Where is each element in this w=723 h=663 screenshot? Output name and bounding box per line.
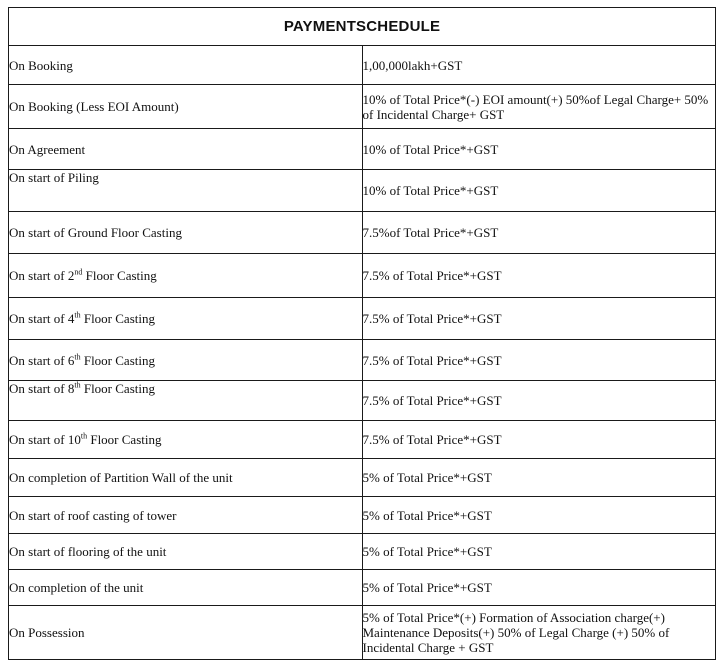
- payment-cell: 5% of Total Price*(+) Formation of Association charge(+) Maintenance Deposits(+) 50% of Legal Charge (+) 50% of Incidental Charge + GST: [362, 606, 716, 660]
- ordinal-suffix: th: [74, 352, 81, 362]
- stage-text-suffix: Floor Casting: [87, 432, 162, 447]
- stage-text-prefix: On start of 8: [9, 381, 75, 396]
- table-row: [9, 212, 716, 254]
- payment-cell: 7.5%of Total Price*+GST: [362, 212, 716, 254]
- table-row: [9, 254, 716, 298]
- stage-cell: On start of Piling: [9, 170, 363, 212]
- table-row: [9, 570, 716, 606]
- payment-cell: 5% of Total Price*+GST: [362, 497, 716, 534]
- stage-text-prefix: On start of 6: [9, 352, 75, 368]
- stage-text-suffix: Floor Casting: [80, 311, 155, 326]
- payment-cell: 10% of Total Price*+GST: [362, 129, 716, 170]
- table-row: [9, 129, 716, 170]
- stage-text-suffix: Floor Casting: [80, 352, 155, 368]
- payment-cell: 7.5% of Total Price*+GST: [362, 254, 716, 298]
- stage-cell: On completion of Partition Wall of the unit: [9, 459, 363, 497]
- table-row: [9, 534, 716, 570]
- stage-text-suffix: Floor Casting: [82, 268, 157, 283]
- payment-cell: 10% of Total Price*+GST: [362, 170, 716, 212]
- ordinal-suffix: th: [74, 380, 81, 390]
- table-row: [9, 298, 716, 340]
- table-row: [9, 85, 716, 129]
- stage-text-prefix: On start of 10: [9, 432, 81, 447]
- payment-cell: 5% of Total Price*+GST: [362, 534, 716, 570]
- ordinal-suffix: th: [80, 431, 88, 441]
- payment-schedule-table: [8, 7, 716, 660]
- stage-cell: On Agreement: [9, 129, 363, 170]
- stage-cell: On start of roof casting of tower: [9, 497, 363, 534]
- stage-cell: [9, 421, 363, 459]
- payment-cell: 7.5% of Total Price*+GST: [362, 381, 716, 421]
- payment-cell: 1,00,000lakh+GST: [362, 46, 716, 85]
- payment-cell: 5% of Total Price*+GST: [362, 459, 716, 497]
- stage-cell: On completion of the unit: [9, 570, 363, 606]
- stage-cell: On Possession: [9, 606, 363, 660]
- stage-cell: On start of Ground Floor Casting: [9, 212, 363, 254]
- table-row: [9, 170, 716, 212]
- stage-cell: On Booking: [9, 46, 363, 85]
- stage-cell: [9, 254, 363, 298]
- table-row: [9, 459, 716, 497]
- table-title: PAYMENTSCHEDULE: [9, 8, 716, 46]
- stage-text-suffix: Floor Casting: [80, 381, 155, 396]
- ordinal-suffix: nd: [74, 267, 83, 277]
- table-row: [9, 606, 716, 660]
- payment-cell: 5% of Total Price*+GST: [362, 570, 716, 606]
- table-row: [9, 46, 716, 85]
- table-row: [9, 381, 716, 421]
- stage-cell: [9, 298, 363, 340]
- table-row: [9, 340, 716, 381]
- table-row: [9, 421, 716, 459]
- payment-cell: 7.5% of Total Price*+GST: [362, 298, 716, 340]
- stage-text-prefix: On start of 2: [9, 268, 75, 283]
- stage-cell: [9, 381, 363, 421]
- stage-cell: [9, 340, 363, 381]
- stage-cell: On Booking (Less EOI Amount): [9, 85, 363, 129]
- table-row: [9, 497, 716, 534]
- stage-cell: On start of flooring of the unit: [9, 534, 363, 570]
- payment-cell: 7.5% of Total Price*+GST: [362, 421, 716, 459]
- payment-cell: 7.5% of Total Price*+GST: [362, 340, 716, 381]
- payment-cell: 10% of Total Price*(-) EOI amount(+) 50%of Legal Charge+ 50% of Incidental Charge+ GST: [362, 85, 716, 129]
- table-header-row: [9, 8, 716, 46]
- ordinal-suffix: th: [74, 310, 81, 320]
- stage-text-prefix: On start of 4: [9, 311, 75, 326]
